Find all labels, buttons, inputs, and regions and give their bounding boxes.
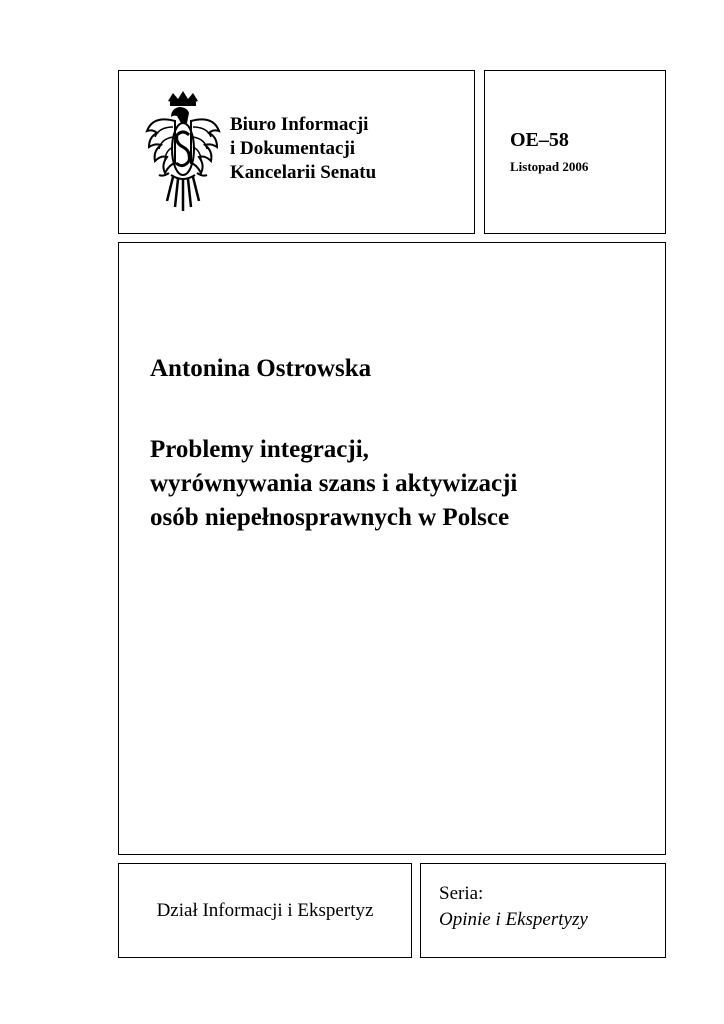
organization-name bbox=[230, 113, 376, 185]
footer-series-box bbox=[420, 863, 666, 958]
series-label: Seria: bbox=[439, 883, 484, 904]
document-code: OE–58 bbox=[510, 129, 569, 151]
document-title bbox=[150, 433, 517, 535]
document-title-line-2: wyrównywania szans i aktywizacji bbox=[150, 470, 518, 497]
series-name: Opinie i Ekspertyzy bbox=[439, 909, 588, 930]
document-title-line-3: osób niepełnosprawnych w Polsce bbox=[150, 504, 510, 531]
organization-name-line-1: Biuro Informacji bbox=[230, 114, 369, 135]
department-name: Dział Informacji i Ekspertyz bbox=[156, 900, 374, 921]
document-title-line-1: Problemy integracji, bbox=[150, 436, 369, 463]
document-date: Listopad 2006 bbox=[510, 159, 589, 174]
header-code-box bbox=[484, 70, 666, 234]
author-name: Antonina Ostrowska bbox=[150, 355, 372, 382]
footer-department-box bbox=[118, 863, 412, 958]
senate-eagle-emblem-icon bbox=[143, 91, 223, 217]
main-title-box bbox=[118, 242, 666, 855]
organization-name-line-2: i Dokumentacji bbox=[230, 138, 356, 159]
organization-name-line-3: Kancelarii Senatu bbox=[230, 162, 377, 183]
header-organization-box bbox=[118, 70, 475, 234]
